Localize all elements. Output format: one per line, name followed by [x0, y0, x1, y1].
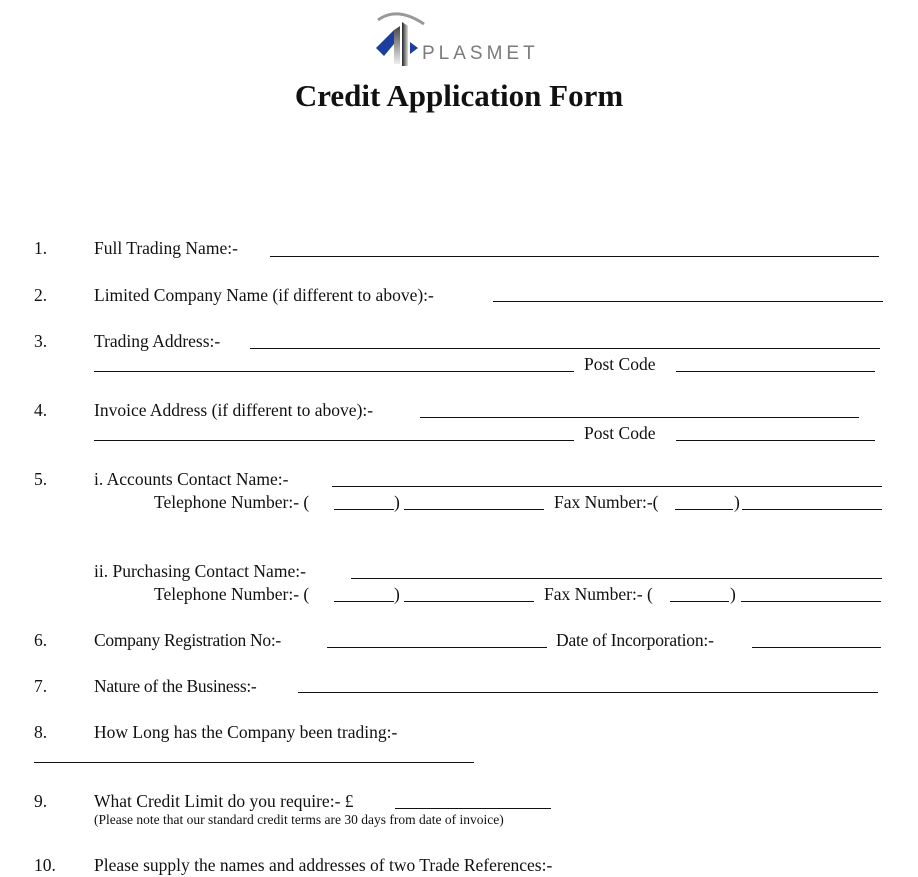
field-label: Nature of the Business:-	[94, 676, 257, 696]
item-number: 1.	[34, 238, 48, 258]
item-number: 2.	[34, 285, 48, 305]
postcode-label: Post Code	[584, 354, 656, 374]
purchasing-fax-number-input[interactable]	[741, 601, 881, 602]
item-number: 6.	[34, 630, 48, 650]
accounts-fax-area-input[interactable]	[675, 509, 733, 510]
field-label: Trading Address:-	[94, 331, 221, 351]
purchasing-telephone-number-input[interactable]	[404, 601, 534, 602]
invoice-postcode-input[interactable]	[676, 440, 875, 441]
field-label: Invoice Address (if different to above):-	[94, 400, 374, 420]
purchasing-telephone-label: Telephone Number:- (	[154, 584, 310, 604]
postcode-label: Post Code	[584, 423, 656, 443]
item-number: 5.	[34, 469, 48, 489]
field-label: How Long has the Company been trading:-	[94, 722, 398, 742]
trading-postcode-input[interactable]	[676, 371, 875, 372]
company-registration-input[interactable]	[327, 647, 547, 648]
accounts-fax-number-input[interactable]	[742, 509, 882, 510]
item-number: 7.	[34, 676, 48, 696]
field-label: Please supply the names and addresses of two Trade References:-	[94, 855, 553, 875]
accounts-telephone-area-input[interactable]	[334, 509, 394, 510]
invoice-address-line1-input[interactable]	[420, 417, 859, 418]
trading-address-line1-input[interactable]	[250, 348, 880, 349]
field-label: Company Registration No:-	[94, 630, 281, 650]
logo-brand-text: PLASMET	[422, 43, 539, 64]
paren-close: )	[734, 492, 740, 512]
purchasing-telephone-area-input[interactable]	[334, 601, 394, 602]
item-number: 8.	[34, 722, 48, 742]
accounts-fax-label: Fax Number:-(	[554, 492, 659, 512]
paren-close: )	[394, 492, 400, 512]
date-of-incorporation-input[interactable]	[752, 647, 881, 648]
item-number: 3.	[34, 331, 48, 351]
accounts-contact-label: i. Accounts Contact Name:-	[94, 469, 289, 489]
trading-address-line2-input[interactable]	[94, 371, 574, 372]
item-number: 10.	[34, 855, 56, 875]
item-number: 4.	[34, 400, 48, 420]
purchasing-fax-label: Fax Number:- (	[544, 584, 653, 604]
accounts-contact-name-input[interactable]	[332, 486, 882, 487]
item-number: 9.	[34, 791, 48, 811]
trading-duration-input[interactable]	[34, 762, 474, 763]
page-title: Credit Application Form	[294, 78, 624, 113]
field-label: Limited Company Name (if different to above):-	[94, 285, 434, 305]
credit-limit-input[interactable]	[395, 808, 551, 809]
purchasing-contact-label: ii. Purchasing Contact Name:-	[94, 561, 306, 581]
purchasing-fax-area-input[interactable]	[670, 601, 729, 602]
field-label: Full Trading Name:-	[94, 238, 238, 258]
credit-terms-note: (Please note that our standard credit terms are 30 days from date of invoice)	[94, 812, 504, 827]
field-label: Date of Incorporation:-	[556, 630, 714, 650]
accounts-telephone-number-input[interactable]	[404, 509, 544, 510]
paren-close: )	[730, 584, 736, 604]
field-label: What Credit Limit do you require:- £	[94, 791, 354, 811]
nature-of-business-input[interactable]	[298, 692, 878, 693]
full-trading-name-input[interactable]	[270, 256, 879, 257]
paren-close: )	[394, 584, 400, 604]
invoice-address-line2-input[interactable]	[94, 440, 574, 441]
accounts-telephone-label: Telephone Number:- (	[154, 492, 310, 512]
limited-company-name-input[interactable]	[493, 301, 883, 302]
purchasing-contact-name-input[interactable]	[351, 578, 882, 579]
